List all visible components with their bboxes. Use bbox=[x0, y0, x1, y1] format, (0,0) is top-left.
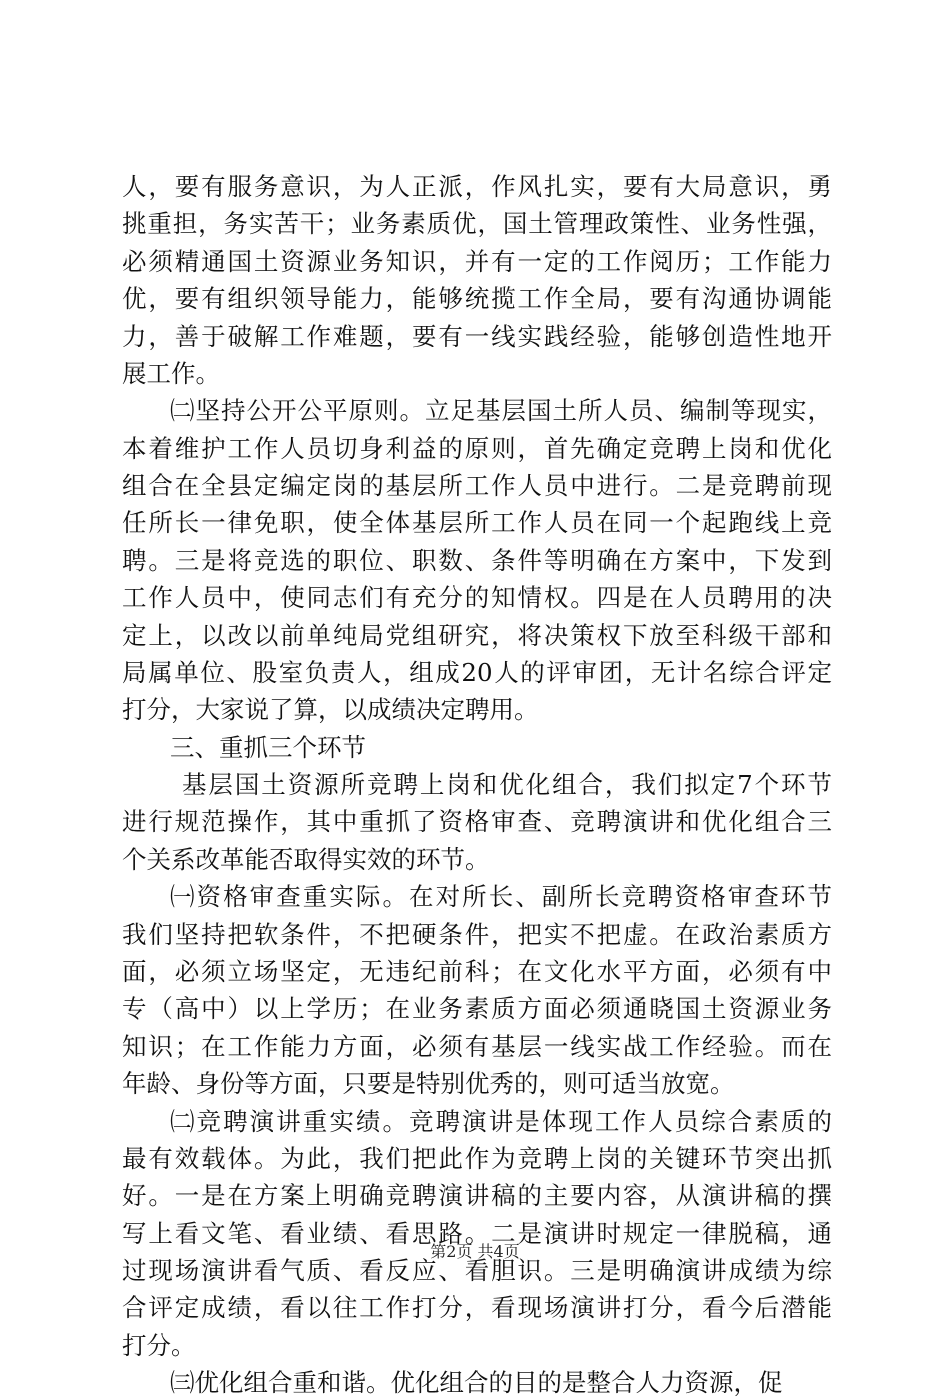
text-line: 过现场演讲看气质、看反应、看胆识。三是明确演讲成绩为综 bbox=[122, 1256, 832, 1286]
text-line: 打分。 bbox=[122, 1330, 196, 1360]
text-line: 知识；在工作能力方面，必须有基层一线实战工作经验。而在 bbox=[122, 1031, 832, 1061]
text-line: 聘。三是将竞选的职位、职数、条件等明确在方案中，下发到 bbox=[122, 545, 832, 575]
text-line: 定上，以改以前单纯局党组研究，将决策权下放至科级干部和 bbox=[122, 620, 832, 650]
text-line: 我们坚持把软条件，不把硬条件，把实不把虚。在政治素质方 bbox=[122, 919, 832, 949]
text-line: 本着维护工作人员切身利益的原则，首先确定竞聘上岗和优化 bbox=[122, 433, 832, 463]
text-line: 力，善于破解工作难题，要有一线实践经验，能够创造性地开 bbox=[122, 321, 832, 351]
text-line: 专（高中）以上学历；在业务素质方面必须通晓国土资源业务 bbox=[122, 994, 832, 1024]
text-line: ㈡坚持公开公平原则。立足基层国土所人员、编制等现实， bbox=[170, 396, 832, 426]
text-line: 合评定成绩，看以往工作打分，看现场演讲打分，看今后潜能 bbox=[122, 1293, 832, 1323]
page-footer: 第2页 共4页 bbox=[430, 1242, 520, 1261]
text-line: 最有效载体。为此，我们把此作为竞聘上岗的关键环节突出抓 bbox=[122, 1143, 832, 1173]
text-line: 工作人员中，使同志们有充分的知情权。四是在人员聘用的决 bbox=[122, 583, 832, 613]
text-line: ㈢优化组合重和谐。优化组合的目的是整合人力资源，促 bbox=[170, 1368, 783, 1398]
text-line: 写上看文笔、看业绩、看思路。二是演讲时规定一律脱稿，通 bbox=[122, 1218, 832, 1248]
text-line: 打分，大家说了算，以成绩决定聘用。 bbox=[122, 695, 539, 725]
text-line: 年龄、身份等方面，只要是特别优秀的，则可适当放宽。 bbox=[122, 1069, 735, 1099]
text-line: 进行规范操作，其中重抓了资格审查、竞聘演讲和优化组合三 bbox=[122, 807, 832, 837]
text-line: 基层国土资源所竞聘上岗和优化组合，我们拟定7个环节 bbox=[182, 770, 832, 800]
text-line: 好。一是在方案上明确竞聘演讲稿的主要内容，从演讲稿的撰 bbox=[122, 1181, 832, 1211]
text-line: 局属单位、股室负责人，组成20人的评审团，无计名综合评定 bbox=[122, 657, 832, 687]
text-line: 挑重担，务实苦干；业务素质优，国土管理政策性、业务性强， bbox=[122, 209, 832, 239]
text-line: 必须精通国土资源业务知识，并有一定的工作阅历；工作能力 bbox=[122, 246, 832, 276]
text-line: 任所长一律免职，使全体基层所工作人员在同一个起跑线上竞 bbox=[122, 508, 832, 538]
text-line: 面，必须立场坚定，无违纪前科；在文化水平方面，必须有中 bbox=[122, 956, 832, 986]
text-line: 个关系改革能否取得实效的环节。 bbox=[122, 844, 490, 874]
text-line: 三、重抓三个环节 bbox=[170, 732, 366, 762]
text-line: 优，要有组织领导能力，能够统揽工作全局，要有沟通协调能 bbox=[122, 284, 832, 314]
text-line: 展工作。 bbox=[122, 358, 220, 388]
text-line: 人，要有服务意识，为人正派，作风扎实，要有大局意识，勇 bbox=[122, 172, 832, 201]
text-line: 组合在全县定编定岗的基层所工作人员中进行。二是竞聘前现 bbox=[122, 471, 832, 501]
text-line: ㈠资格审查重实际。在对所长、副所长竞聘资格审查环节 bbox=[170, 882, 832, 912]
text-line: ㈡竞聘演讲重实绩。竞聘演讲是体现工作人员综合素质的 bbox=[170, 1106, 832, 1136]
